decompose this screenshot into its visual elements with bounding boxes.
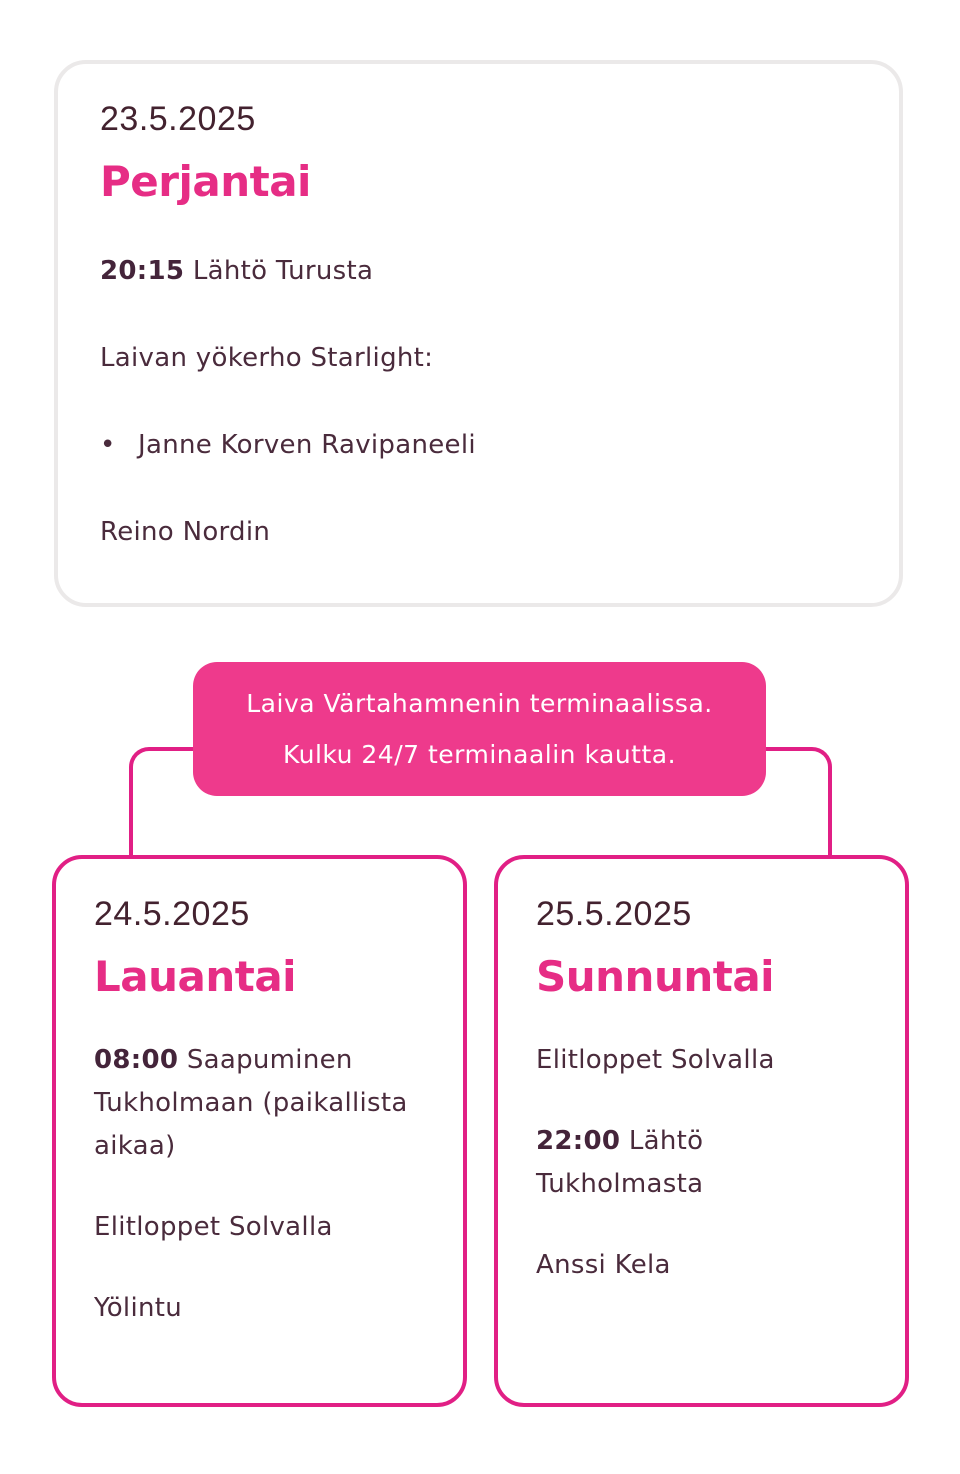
friday-departure-text: Lähtö Turusta [184,256,374,286]
friday-program-item [100,424,857,467]
friday-date: 23.5.2025 [100,100,256,138]
saturday-date: 24.5.2025 [94,895,250,933]
card-sunday [494,855,909,1407]
friday-day-heading: Perjantai [100,157,311,206]
sunday-event: Elitloppet Solvalla [536,1045,775,1075]
terminal-info-banner [193,662,766,796]
connector-line-right [756,747,832,857]
card-saturday [52,855,467,1407]
friday-artist: Reino Nordin [100,517,271,547]
card-friday [54,60,903,607]
sunday-departure-line [536,1120,867,1206]
friday-departure-line [100,250,857,293]
banner-text-line1: Laiva Värtahamnenin terminaalissa. [246,689,713,718]
friday-venue-line: Laivan yökerho Starlight: [100,343,434,373]
saturday-arrival-time: 08:00 [94,1045,179,1075]
sunday-departure-text: Lähtö Tukholmasta [536,1126,704,1199]
banner-text-line2: Kulku 24/7 terminaalin kautta. [282,740,677,769]
sunday-departure-time: 22:00 [536,1126,621,1156]
saturday-event: Elitloppet Solvalla [94,1212,333,1242]
sunday-date: 25.5.2025 [536,895,692,933]
bullet-icon: • [100,430,116,460]
sunday-artist: Anssi Kela [536,1250,671,1280]
saturday-arrival-line [94,1039,425,1168]
friday-program-text: Janne Korven Ravipaneeli [138,430,476,460]
friday-departure-time: 20:15 [100,256,185,286]
sunday-day-heading: Sunnuntai [536,952,775,1001]
saturday-day-heading: Lauantai [94,952,297,1001]
saturday-artist: Yölintu [94,1293,183,1323]
saturday-arrival-text: Saapuminen Tukholmaan (paikallista aikaa) [94,1045,408,1161]
